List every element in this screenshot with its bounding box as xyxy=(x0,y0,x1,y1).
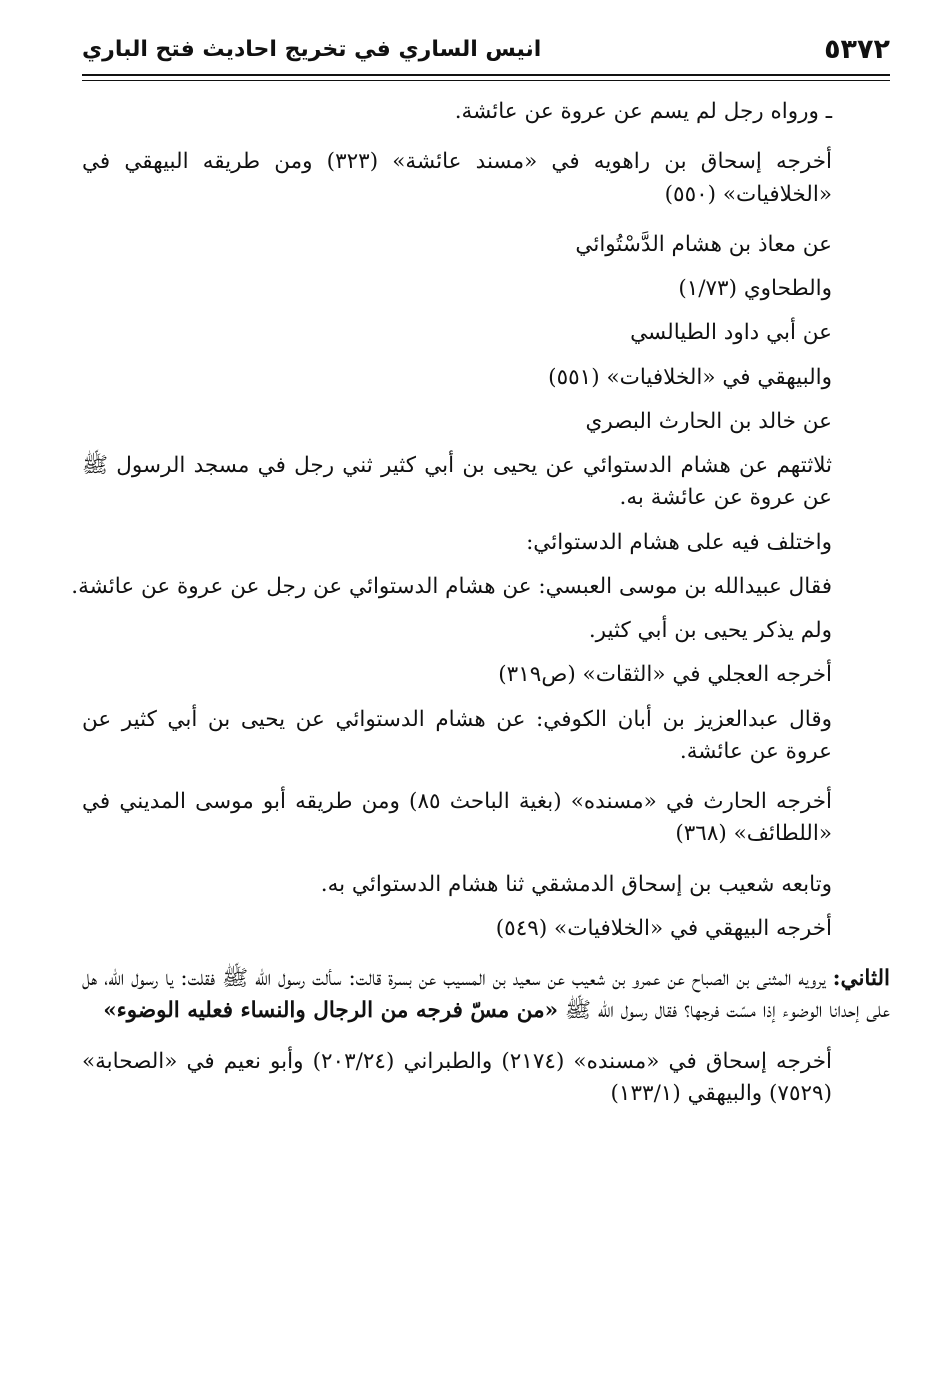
paragraph-bayhaqi-551: والبيهقي في «الخلافيات» (٥٥١) xyxy=(548,364,832,390)
paragraph-ikhtilaf: واختلف فيه على هشام الدستوائي: xyxy=(526,529,832,555)
paragraph-tayalisi: عن أبي داود الطيالسي xyxy=(630,320,832,346)
header-rule-thin xyxy=(82,80,890,81)
second-text: يرويه المثنى بن الصباح عن عمرو بن شعيب عن سعيد بن المسيب عن بسرة قالت: سألت رسول الله ﷺ فقلت: يا رسول الله، هل على إحدانا الوضوء إذا مسّت فرجها؟ فقال رسول الله ﷺ xyxy=(82,966,890,1024)
paragraph-abdulaziz: وقال عبدالعزيز بن أبان الكوفي: عن هشام الدستوائي عن يحيى بن أبي كثير عن عروة عن عائشة. xyxy=(82,706,832,764)
page-number: ٥٣٧٢ xyxy=(824,33,890,65)
running-title: انيس الساري في تخريج احاديث فتح الباري xyxy=(82,36,542,62)
second-label: الثاني: xyxy=(832,966,890,991)
paragraph-ijli: أخرجه العجلي في «الثقات» (ص٣١٩) xyxy=(498,662,832,688)
paragraph-final-takhrij: أخرجه إسحاق في «مسنده» (٢١٧٤) والطبراني (٢٠٣/٢٤) وأبو نعيم في «الصحابة» (٧٥٢٩) والبيهقي (١٣٣/١) xyxy=(82,1048,832,1106)
paragraph-bayhaqi-549: أخرجه البيهقي في «الخلافيات» (٥٤٩) xyxy=(495,915,832,941)
paragraph-ubaydullah: فقال عبيدالله بن موسى العبسي: عن هشام الدستوائي عن رجل عن عروة عن عائشة. xyxy=(71,573,832,599)
paragraph-shuayb: وتابعه شعيب بن إسحاق الدمشقي ثنا هشام الدستوائي به. xyxy=(320,871,832,897)
body-text xyxy=(71,96,890,1110)
paragraph-khalid: عن خالد بن الحارث البصري xyxy=(585,408,832,434)
paragraph-ishaq: أخرجه إسحاق بن راهويه في «مسند عائشة» (٣٢٣) ومن طريقه البيهقي في «الخلافيات» (٥٥٠) xyxy=(82,149,832,207)
hadith-quote: «من مسّ فرجه من الرجال والنساء فعليه الوضوء» xyxy=(103,998,559,1024)
paragraph-lam-yadhkur: ولم يذكر يحيى بن أبي كثير. xyxy=(588,618,832,643)
paragraph-muadh: عن معاذ بن هشام الدَّسْتُوائي xyxy=(575,231,832,257)
page-header xyxy=(82,28,890,70)
paragraph-harith: أخرجه الحارث في «مسنده» (بغية الباحث ٨٥) ومن طريقه أبو موسى المديني في «اللطائف» (٣٦٨) xyxy=(82,789,832,847)
paragraph-second-narration xyxy=(82,963,890,1028)
header-rule xyxy=(82,74,890,78)
paragraph-narration: ـ ورواه رجل لم يسم عن عروة عن عائشة. xyxy=(454,99,832,124)
paragraph-tahawi: والطحاوي (١/٧٣) xyxy=(678,276,832,301)
paragraph-thalathatuhum: ثلاثتهم عن هشام الدستوائي عن يحيى بن أبي كثير ثني رجل في مسجد الرسول ﷺ عن عروة عن عائشة به. xyxy=(82,453,832,511)
